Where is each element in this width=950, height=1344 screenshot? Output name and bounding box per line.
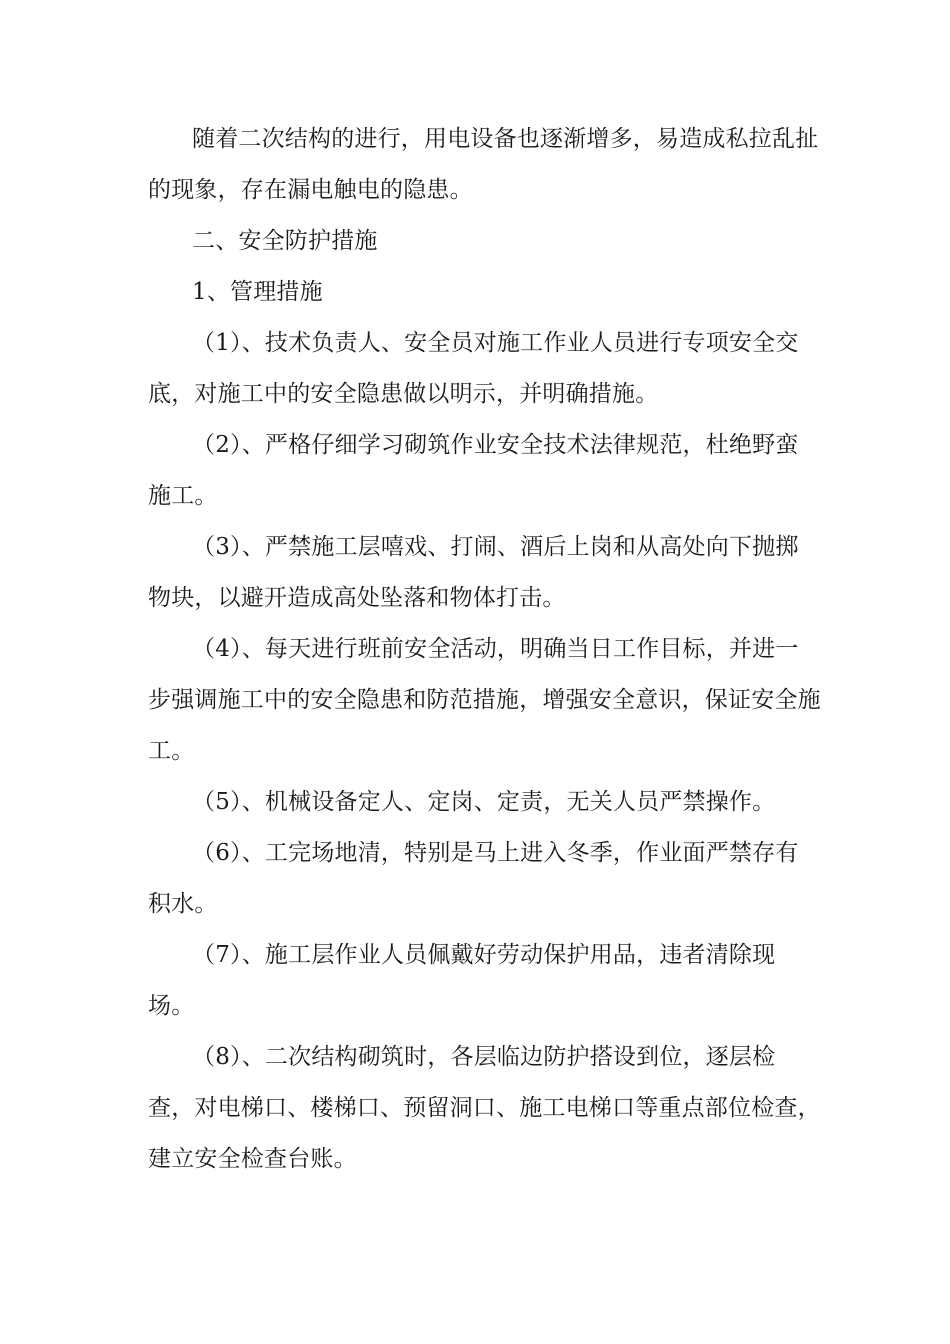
text-line: （8）、二次结构砌筑时，各层临边防护搭设到位，逐层检 — [192, 1044, 776, 1070]
text-line: 施工。 — [148, 483, 218, 509]
text-line: （6）、工完场地清，特别是马上进入冬季，作业面严禁存有 — [192, 840, 799, 866]
text-line: （2）、严格仔细学习砌筑作业安全技术法律规范，杜绝野蛮 — [192, 432, 799, 458]
text-line: （1）、技术负责人、安全员对施工作业人员进行专项安全交 — [192, 330, 799, 356]
text-line: 工。 — [148, 738, 195, 764]
text-line: （4）、每天进行班前安全活动，明确当日工作目标，并进一 — [192, 636, 799, 662]
text-line: （7）、施工层作业人员佩戴好劳动保护用品，违者清除现 — [192, 942, 776, 968]
text-line: （3）、严禁施工层嘻戏、打闹、酒后上岗和从高处向下抛掷 — [192, 534, 799, 560]
text-line: （5）、机械设备定人、定岗、定责，无关人员严禁操作。 — [192, 789, 776, 815]
text-line: 物块，以避开造成高处坠落和物体打击。 — [148, 585, 566, 611]
text-line: 场。 — [148, 993, 195, 1019]
text-line: 积水。 — [148, 891, 218, 917]
text-line: 的现象，存在漏电触电的隐患。 — [148, 177, 473, 203]
text-line: 建立安全检查台账。 — [148, 1146, 357, 1172]
text-line: 底，对施工中的安全隐患做以明示，并明确措施。 — [148, 381, 659, 407]
text-line: 随着二次结构的进行，用电设备也逐渐增多，易造成私拉乱扯 — [192, 126, 819, 152]
subsection-heading: 1、管理措施 — [192, 279, 323, 305]
section-heading: 二、安全防护措施 — [192, 228, 378, 254]
text-line: 步强调施工中的安全隐患和防范措施，增强安全意识，保证安全施 — [148, 687, 821, 713]
text-line: 查，对电梯口、楼梯口、预留洞口、施工电梯口等重点部位检查， — [148, 1095, 821, 1121]
